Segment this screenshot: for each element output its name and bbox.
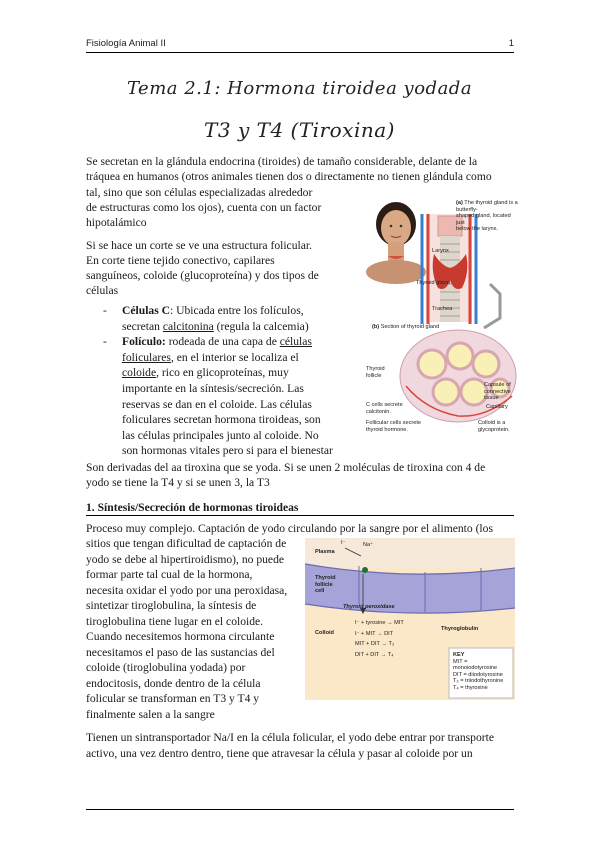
page-title: Tema 2.1: Hormona tiroidea yodada [126, 78, 473, 99]
fig1-a-caption-2: shaped gland, located just [456, 213, 511, 226]
process-line-4: formar parte tal cual de la hormona, [86, 568, 253, 581]
fig2-thyroid-cell-3: cell [315, 588, 325, 595]
page-number: 1 [508, 38, 514, 49]
fig2-reaction-4: DIT + DIT → T₄ [355, 651, 394, 658]
intro-line-5: hipotalámico [86, 216, 147, 229]
fig1-follicular-label [366, 420, 421, 433]
follicle-desc-8: son hormonas vitales pero si para el bienestar [122, 444, 333, 458]
process-line-5: necesita oxidar el yodo por una peroxidasa, [86, 584, 288, 597]
fig1-c-cells-label [366, 402, 403, 415]
term-follicle: Folículo: [122, 335, 166, 349]
course-name: Fisiología Animal II [86, 38, 166, 49]
fig2-iodide-top-label: I⁻ [341, 540, 346, 546]
fig1-thyroid-follicle-2: follicle [366, 372, 382, 379]
c-cells-desc-3: (regula la calcemia) [213, 319, 309, 333]
list-bullet: - [103, 304, 107, 317]
cut-line-1: Si se hace un corte se ve una estructura folicular. [86, 239, 312, 252]
calcitonina-link: calcitonina [162, 319, 214, 333]
woman-portrait [366, 202, 426, 284]
fig2-r4-left: DIT + DIT [355, 651, 380, 658]
hormone-synthesis-figure [305, 538, 515, 700]
fig1-caption-a [456, 200, 520, 233]
fig1-capsule-3: tissue [484, 395, 499, 402]
fig2-r2-right: DIT [384, 630, 394, 637]
fig1-colloid-2: glycoprotein. [478, 426, 510, 433]
list-bullet: - [103, 335, 107, 349]
follicle-desc-3: , rico en glicoproteínas, muy [156, 366, 289, 380]
fig1-a-caption-1: The thyroid gland is a butterfly- [456, 200, 518, 213]
process-line-2: sitios que tengan dificultad de captación de [86, 537, 287, 550]
list-item-follicle [103, 334, 333, 459]
fig1-thyroid-gland-label: Thyroid gland [416, 280, 450, 286]
fig1-follicular-1: Follicular cells secrete [366, 420, 422, 426]
fig2-peroxidase-label: Thyroid peroxidase [343, 604, 395, 610]
process-line-12: folicular se transforman en T3 y T4 y [86, 692, 260, 705]
c-cells-desc-1: : Ubicada entre los folículos, [170, 304, 304, 317]
fig1-colloid-label [478, 420, 510, 433]
page-header [86, 38, 514, 53]
intro-line-4: de estructuras como los ojos), cuenta con un factor [86, 201, 322, 214]
fig2-key-3: T₃ = triiodothyronine [453, 678, 504, 685]
fig1-c-cells-1: C cells secrete [366, 402, 403, 408]
cut-line-3: sanguíneos, coloide (glucoproteína) y dos tipos de [86, 269, 319, 282]
follicle-desc-7: las células principales junto al coloide. No [122, 428, 319, 442]
fig2-key-title: KEY [453, 652, 465, 658]
fig1-larynx-label: Larynx [432, 248, 449, 254]
section-heading-synthesis: 1. Síntesis/Secreción de hormonas tiroideas [86, 500, 514, 516]
fig1-a-label: (a) [456, 200, 463, 206]
fig2-reaction-1: I⁻ + tyrosine → MIT [355, 620, 404, 626]
term-c-cells: Células C [122, 304, 170, 317]
intro-line-1: Se secretan en la glándula endocrina (tiroides) de tamaño considerable, delante de la [86, 155, 478, 168]
intro-line-3: tal, sino que son células especializadas alrededor [86, 186, 313, 199]
fig1-b-caption: Section of thyroid gland [380, 324, 440, 330]
cell-types-list [103, 303, 333, 459]
foliculares-link: foliculares [122, 350, 171, 364]
process-line-1: Proceso muy complejo. Captación de yodo circulando por la sangre por el alimento (los [86, 522, 493, 535]
fig1-c-cells-2: calcitonin. [366, 408, 391, 415]
fig2-key-2: DIT = diiodotyrosine [453, 671, 503, 678]
c-cells-desc-2: secretan [122, 319, 163, 333]
footer-rule [86, 809, 514, 810]
coloide-link: coloide [122, 366, 157, 380]
final-line-2: activo, una vez dentro dentro, tiene que atravesar la célula y pasar al coloide por un [86, 747, 473, 760]
fig1-follicular-2: thyroid hormone. [366, 426, 408, 433]
follicle-desc-6: foliculares secretan hormona tiroideas, son [122, 413, 321, 427]
fig1-colloid-1: Colloid is a [478, 420, 506, 426]
fig2-r3-left: MIT + DIT [355, 641, 380, 648]
derived-line-1: Son derivadas del aa tiroxina que se yoda. Si se unen 2 moléculas de tiroxina con 4 de [86, 461, 486, 474]
cut-line-4: células [86, 284, 119, 297]
fig2-r2-left: I⁻ + MIT [355, 630, 376, 637]
fig1-capillary-label: Capillary [486, 404, 508, 410]
follicle-desc-2: , en el interior se localiza el [170, 350, 299, 364]
derived-line-2: yodo se tiene la T4 y si se unen 3, la T3 [86, 476, 270, 489]
fig2-r3-right: T₃ [388, 641, 395, 648]
fig2-thyroid-cell-label [315, 575, 336, 595]
fig2-reaction-2: I⁻ + MIT → DIT [355, 630, 394, 637]
list-item-c-cells [103, 303, 333, 334]
fig2-reaction-3: MIT + DIT → T₃ [355, 641, 395, 648]
intro-line-2: tráquea en humanos (otros animales tienen dos o directamente no tienen glándula como [86, 170, 492, 183]
fig2-r4-right: T₄ [387, 651, 394, 658]
process-line-10: coloide (tiroglobulina yodada) por [86, 661, 246, 674]
process-line-9: necesitamos el paso de las sustancias del [86, 646, 275, 659]
fig2-thyroglobulin-label: Thyroglobulin [441, 626, 479, 632]
final-line-1: Tienen un sintransportador Na/I en la célula folicular, el yodo debe entrar por transporte [86, 731, 494, 744]
follicle-desc-4: importante en la síntesis/secreción. Las [122, 381, 304, 395]
fig1-capsule-2: connective [484, 388, 511, 395]
fig2-reactions [355, 620, 435, 658]
fig1-capsule-1: Capsule of [484, 382, 511, 388]
process-line-13: finalmente salen a la sangre [86, 708, 215, 721]
fig2-thyroid-cell-2: follicle [315, 581, 333, 588]
fig2-na-label: Na⁺ [363, 542, 374, 548]
process-line-11: endocitosis, donde dentro de la célula [86, 677, 261, 690]
fig2-key-1: MIT = monoiodotyrosine [453, 658, 498, 672]
fig1-capsule-label [484, 382, 518, 402]
fig1-thyroid-follicle-label [366, 366, 385, 379]
follicle-desc-5: reservas se dan en el coloide. Las células [122, 397, 312, 411]
fig1-thyroid-follicle-1: Thyroid [366, 366, 385, 372]
process-line-8: Cuando necesitemos hormona circulante [86, 630, 275, 643]
fig2-key [453, 652, 513, 692]
fig2-plasma-label: Plasma [315, 549, 335, 555]
fig2-colloid-label: Colloid [315, 630, 334, 636]
celulas-link: células [279, 335, 312, 349]
cut-line-2: En corte tiene tejido conectivo, capilares [86, 254, 275, 267]
fig2-r1-left: I⁻ + tyrosine [355, 620, 386, 626]
fig2-key-4: T₄ = thyroxine [453, 684, 488, 691]
page-subtitle: T3 y T4 (Tiroxina) [204, 118, 395, 142]
fig2-r1-right: MIT [394, 620, 404, 626]
process-line-6: sintetizar tiroglobulina, la síntesis de [86, 599, 257, 612]
fig2-thyroid-cell-1: Thyroid [315, 575, 336, 581]
fig1-a-caption-3: below the larynx. [456, 226, 498, 233]
fig1-caption-b [372, 324, 439, 331]
follicle-desc-1: rodeada de una capa de [165, 335, 280, 349]
fig1-b-label: (b) [372, 324, 380, 330]
process-line-3: yodo se debe al hipertiroidismo), no puede [86, 553, 285, 566]
process-line-7: tiroglobulina tiene lugar en el coloide. [86, 615, 264, 628]
thyroid-gland-figure [366, 196, 518, 436]
fig1-trachea-label: Trachea [432, 306, 453, 312]
